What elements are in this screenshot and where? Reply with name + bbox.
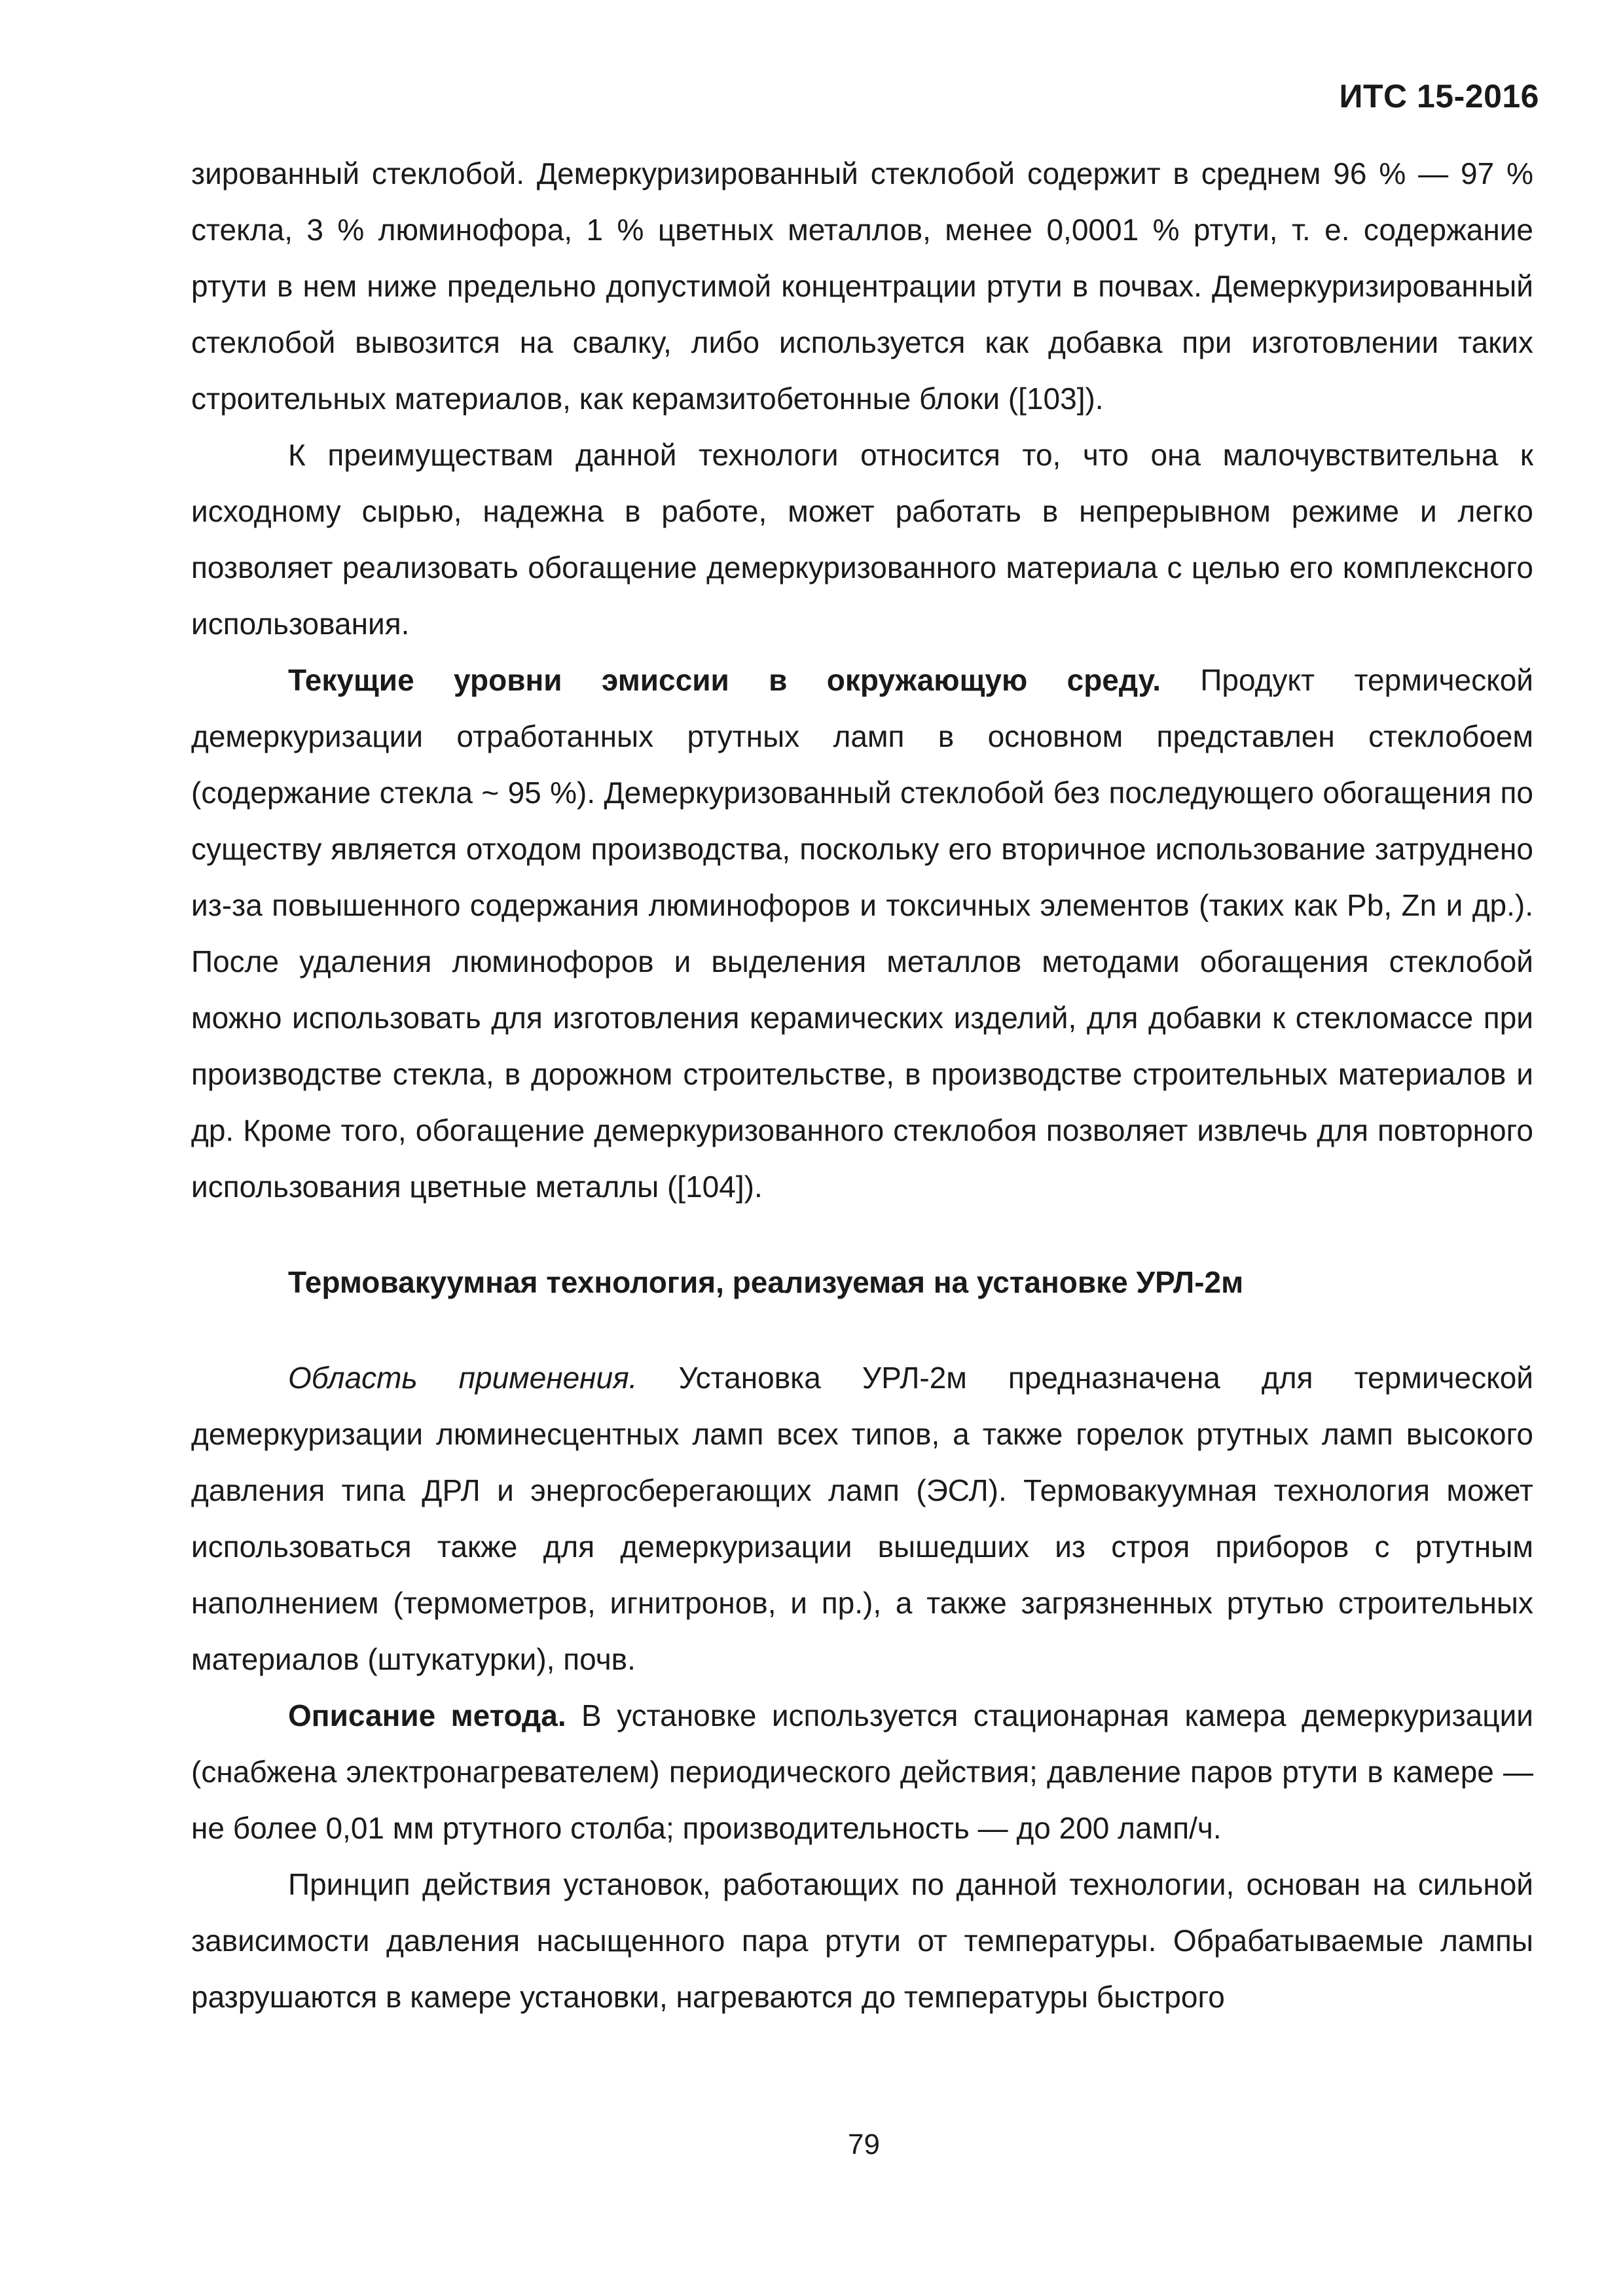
paragraph-principle: Принцип действия установок, работающих по данной технологии, основан на сильной зависимости давления насыщенного пара ртути от температуры. Обрабатываемые лампы разрушаются в камере установки, нагреваются до температуры быстрого — [191, 1867, 1533, 2014]
page-number: 79 — [848, 2128, 880, 2161]
application-lead-in: Область применения. — [288, 1361, 638, 1395]
document-body — [191, 145, 1533, 2025]
emissions-lead-in: Текущие уровни эмиссии в окружающую среду. — [288, 663, 1161, 697]
paragraph-advantages: К преимуществам данной технологи относится то, что она малочувствительна к исходному сырью, надежна в работе, может работать в непрерывном режиме и легко позволяет реализовать обогащение демеркуризованного материала с целью его комплексного использования. — [191, 438, 1533, 641]
emissions-text: Продукт термической демеркуризации отработанных ртутных ламп в основном представлен стеклобоем (содержание стекла ~ 95 %). Демеркуризованный стеклобой без последующего обогащения по существу является отходом производства, поскольку его вторичное использование затруднено из-за повышенного содержания люминофоров и токсичных элементов (таких как Pb, Zn и др.). После удаления люминофоров и выделения металлов методами обогащения стеклобой можно использовать для изготовления керамических изделий, для добавки к стекломассе при производстве стекла, в дорожном строительстве, в производстве строительных материалов и др. Кроме того, обогащение демеркуризованного стеклобоя позволяет извлечь для повторного использования цветные металлы ([104]). — [191, 663, 1534, 1204]
paragraph-emissions — [191, 652, 1533, 1215]
method-lead-in: Описание метода. — [288, 1698, 566, 1732]
section-heading: Термовакуумная технология, реализуемая на установке УРЛ-2м — [288, 1265, 1244, 1299]
paragraph-method — [191, 1687, 1533, 1856]
method-text: В установке используется стационарная камера демеркуризации (снабжена электронагревателем) периодического действия; давление паров ртути в камере — не более 0,01 мм ртутного столба; производительность — до 200 ламп/ч. — [191, 1698, 1533, 1845]
paragraph-application — [191, 1350, 1533, 1687]
document-code-header: ИТС 15-2016 — [1339, 78, 1539, 115]
paragraph-continuation: зированный стеклобой. Демеркуризированный стеклобой содержит в среднем 96 % — 97 % стекла, 3 % люминофора, 1 % цветных металлов, менее 0,0001 % ртути, т. е. содержание ртути в нем ниже предельно допустимой концентрации ртути в почвах. Демеркуризированный стеклобой вывозится на свалку, либо используется как добавка при изготовлении таких строительных материалов, как керамзитобетонные блоки ([103]). — [191, 156, 1533, 416]
application-text: Установка УРЛ-2м предназначена для термической демеркуризации люминесцентных ламп всех типов, а также горелок ртутных ламп высокого давления типа ДРЛ и энергосберегающих ламп (ЭСЛ). Термовакуумная технология может использоваться также для демеркуризации вышедших из строя приборов с ртутным наполнением (термометров, игнитронов, и пр.), а также загрязненных ртутью строительных материалов (штукатурки), почв. — [191, 1361, 1534, 1676]
